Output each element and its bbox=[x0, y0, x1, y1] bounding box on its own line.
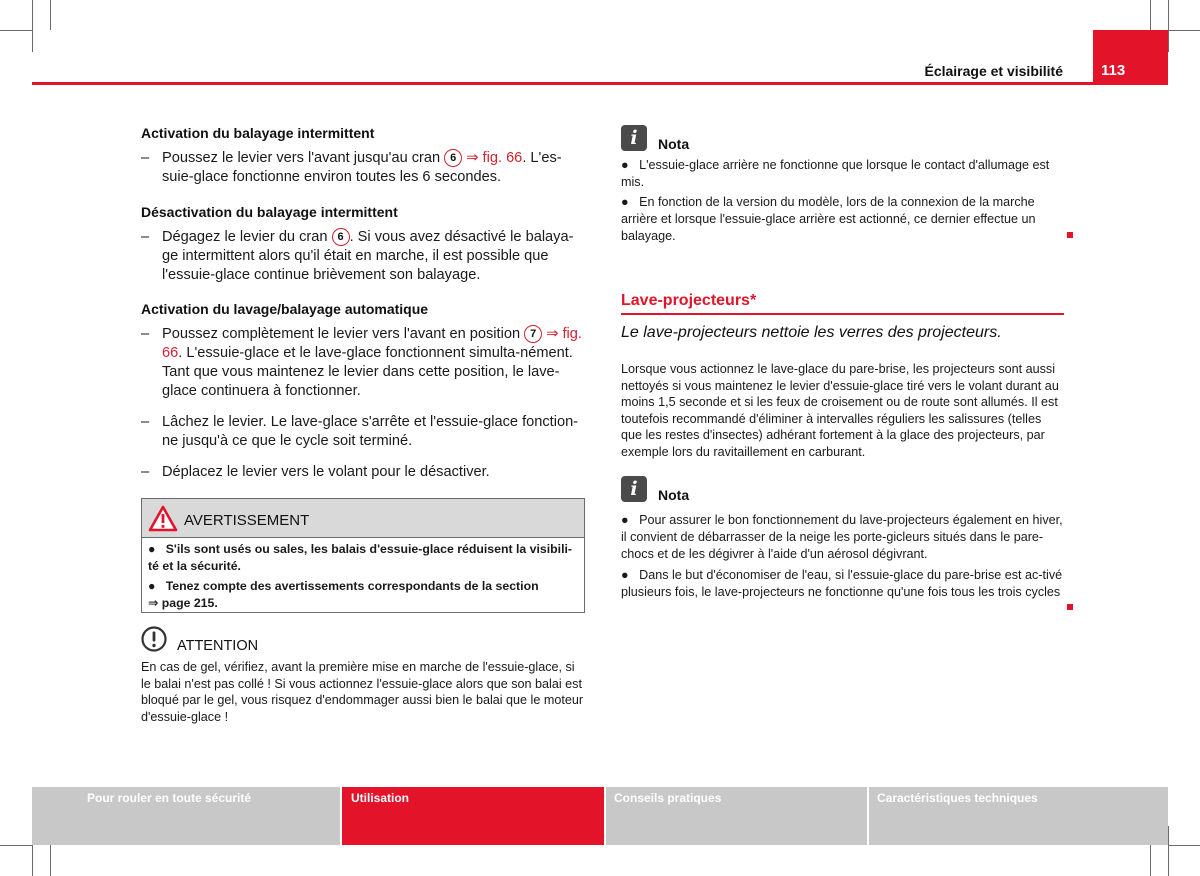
bullet-dot: ● bbox=[621, 195, 629, 209]
attention-title: ATTENTION bbox=[177, 638, 259, 654]
header-rule bbox=[32, 82, 1168, 85]
footer-tab-safety[interactable] bbox=[32, 787, 340, 845]
section-text: Lorsque vous actionnez le lave-glace du pare-brise, les projecteurs sont aussi nettoyés si vous maintenez le levier d'essuie-glace tiré vers le volant durant au moins 1,5 seconde et si les feux de croisement ou de route sont allumés. Il est toutefois recommandé d'éliminer à intervalles réguliers les salissures (telles que les restes d'insectes) adhérant fortement à la glace des projecteurs, par exemple lors du ravitaillement en carburant. bbox=[621, 362, 1059, 459]
list-item bbox=[141, 149, 585, 187]
note-title: Nota bbox=[658, 136, 690, 152]
note-title: Nota bbox=[658, 487, 690, 503]
figure-link[interactable]: ⇒ fig. 66 bbox=[162, 326, 582, 361]
bullet-dot: ● bbox=[148, 579, 156, 593]
bullet-dot: ● bbox=[621, 158, 629, 172]
page-number: 113 bbox=[1101, 62, 1126, 79]
crop-mark bbox=[0, 30, 32, 31]
item-text: . L'es-suie-glace fonctionne environ toutes les 6 secondes. bbox=[162, 150, 562, 185]
note-item bbox=[621, 194, 1065, 244]
crop-mark bbox=[1150, 0, 1151, 30]
exclamation-circle-icon bbox=[141, 626, 167, 652]
warning-item bbox=[148, 578, 578, 612]
item-text: . Si vous avez désactivé le balaya-ge intermittent alors qu'il était en marche, il est possible que l'essuie-glace continue brièvement son balayage. bbox=[162, 229, 574, 283]
item-text: Déplacez le levier vers le volant pour le désactiver. bbox=[162, 464, 490, 480]
step-number-badge: 6 bbox=[332, 228, 350, 246]
list-item bbox=[141, 228, 585, 285]
info-icon bbox=[621, 476, 647, 502]
footer-tab-conseils[interactable] bbox=[606, 787, 867, 845]
section-heading: Activation du lavage/balayage automatique bbox=[141, 301, 429, 317]
warning-text: Tenez compte des avertissements correspondants de la section bbox=[165, 579, 539, 593]
info-glyph: i bbox=[630, 478, 638, 500]
warning-header bbox=[142, 499, 584, 538]
bullet-dot: ● bbox=[148, 542, 156, 556]
list-item bbox=[141, 413, 585, 451]
dash-bullet: – bbox=[141, 326, 150, 342]
crop-mark bbox=[0, 845, 32, 846]
dash-bullet: – bbox=[141, 150, 150, 166]
crop-mark bbox=[50, 0, 51, 30]
step-number-badge: 6 bbox=[444, 149, 462, 167]
item-text: Poussez complètement le levier vers l'avant en position bbox=[162, 326, 521, 342]
footer-tab-label: Caractéristiques techniques bbox=[877, 791, 1038, 805]
note-item bbox=[621, 157, 1065, 191]
attention-text: En cas de gel, vérifiez, avant la première mise en marche de l'essuie-glace, si le balai n'est pas collé ! Si vous actionnez l'essuie-glace alors que son balai est bloqué par le gel, vous risquez d'endommager aussi bien le balai que le moteur d'essuie-glace ! bbox=[141, 660, 584, 724]
figure-link[interactable]: ⇒ fig. 66 bbox=[466, 150, 523, 166]
info-icon bbox=[621, 125, 647, 151]
note-text: L'essuie-glace arrière ne fonctionne que lorsque le contact d'allumage est mis. bbox=[621, 158, 1050, 189]
dash-bullet: – bbox=[141, 229, 150, 245]
bullet-dot: ● bbox=[621, 513, 629, 527]
crop-mark bbox=[1168, 845, 1200, 846]
item-text: Lâchez le levier. Le lave-glace s'arrête et l'essuie-glace fonction-ne jusqu'à ce que le cycle soit terminé. bbox=[162, 414, 579, 449]
section-heading: Activation du balayage intermittent bbox=[141, 125, 375, 141]
section-heading: Désactivation du balayage intermittent bbox=[141, 204, 398, 220]
footer-tab-label: Conseils pratiques bbox=[614, 791, 722, 805]
footer-tab-caracteristiques[interactable] bbox=[869, 787, 1168, 845]
warning-text: S'ils sont usés ou sales, les balais d'essuie-glace réduisent la visibili-té et la sécurité. bbox=[148, 542, 573, 573]
note-text: En fonction de la version du modèle, lors de la connexion de la marche arrière et lorsque l'essuie-glace arrière est actionné, ce dernier effectue un balayage. bbox=[621, 195, 1036, 243]
crop-mark bbox=[1168, 30, 1200, 31]
bullet-dot: ● bbox=[621, 568, 629, 582]
dash-bullet: – bbox=[141, 414, 150, 430]
page-link[interactable]: ⇒ page 215. bbox=[148, 596, 218, 610]
note-text: Pour assurer le bon fonctionnement du lave-projecteurs également en hiver, il convient de débarrasser de la neige les porte-gicleurs situés dans le pare-chocs et de les dégivrer à l'aide d'un aérosol dégivrant. bbox=[621, 513, 1063, 561]
warning-triangle-icon bbox=[148, 505, 178, 532]
list-item bbox=[141, 325, 585, 401]
section-subtitle: Le lave-projecteurs nettoie les verres des projecteurs. bbox=[621, 324, 1002, 341]
step-number-badge: 7 bbox=[524, 325, 542, 343]
crop-mark bbox=[32, 0, 33, 52]
chapter-title: Éclairage et visibilité bbox=[924, 63, 1063, 79]
footer-tab-label: Pour rouler en toute sécurité bbox=[87, 791, 252, 805]
footer-tab-utilisation[interactable] bbox=[342, 787, 604, 845]
crop-mark bbox=[1168, 826, 1169, 876]
item-text: . L'essuie-glace et le lave-glace fonctionnent simulta-nément. Tant que vous maintenez le levier dans cette position, le lave-glace continuera à fonctionner. bbox=[162, 345, 573, 399]
item-text: Poussez le levier vers l'avant jusqu'au cran bbox=[162, 150, 441, 166]
list-item bbox=[141, 463, 585, 482]
crop-mark bbox=[1150, 845, 1151, 876]
end-marker bbox=[1067, 604, 1073, 610]
crop-mark bbox=[1168, 0, 1169, 52]
note-text: Dans le but d'économiser de l'eau, si l'essuie-glace du pare-brise est ac-tivé plusieurs fois, le lave-projecteurs ne fonctionne qu'une fois tous les trois cycles bbox=[621, 568, 1063, 599]
warning-title: AVERTISSEMENT bbox=[184, 512, 310, 529]
dash-bullet: – bbox=[141, 464, 150, 480]
warning-box bbox=[141, 498, 585, 613]
warning-item bbox=[148, 541, 578, 575]
crop-mark bbox=[50, 845, 51, 876]
note-item bbox=[621, 567, 1065, 601]
footer-tab-label: Utilisation bbox=[351, 791, 410, 805]
end-marker bbox=[1067, 232, 1073, 238]
item-text: Dégagez le levier du cran bbox=[162, 229, 328, 245]
section-rule bbox=[621, 313, 1064, 315]
note-item bbox=[621, 512, 1065, 562]
section-title: Lave-projecteurs* bbox=[621, 292, 757, 309]
info-glyph: i bbox=[630, 127, 638, 149]
